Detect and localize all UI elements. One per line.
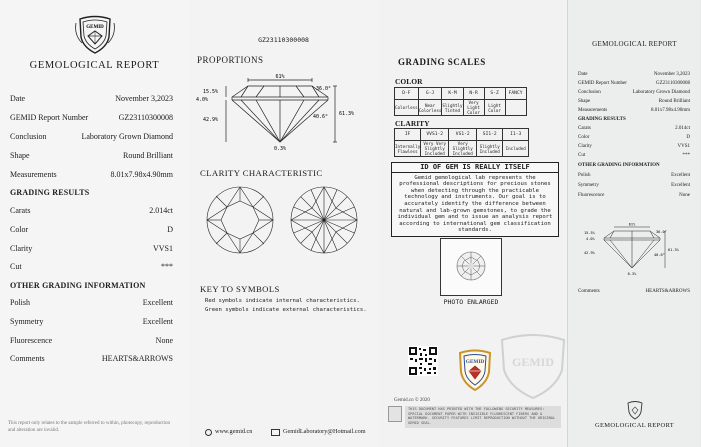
row-fluorescence: Fluorescence None	[10, 336, 173, 345]
qr-code[interactable]	[408, 346, 438, 376]
svg-text:GEMID: GEMID	[86, 25, 104, 30]
right-row-clarity: Clarity VVS1	[578, 144, 690, 149]
id-statement-heading: ID OF GEM IS REALLY ITSELF	[392, 163, 558, 173]
row-color: Color D	[10, 225, 173, 234]
svg-text:GEMID: GEMID	[465, 359, 485, 365]
clarity-desc: Internally Flawless	[395, 141, 421, 157]
right-row-cut: Cut ***	[578, 153, 690, 158]
clarity-grade: I1-3	[503, 129, 529, 141]
clarity-grade: IF	[395, 129, 421, 141]
row-clarity: Clarity VVS1	[10, 244, 173, 253]
right-row-conclusion: Conclusion Laboratory Grown Diamond	[578, 90, 690, 95]
right-prop-crown-angle: 36.0°	[656, 230, 667, 234]
clarity-grade: SI1-2	[477, 129, 503, 141]
right-row-comments: Comments HEARTS&ARROWS	[578, 289, 690, 294]
proportions-diagram	[196, 74, 371, 154]
key-to-symbols-heading: KEY TO SYMBOLS	[200, 284, 280, 294]
key-green-text: Green symbols indicate external characteristics.	[205, 307, 367, 313]
color-grade: N-R	[463, 88, 484, 100]
right-prop-crown-height: 15.5%	[584, 231, 595, 235]
key-red-text: Red symbols indicate internal characteristics.	[205, 298, 360, 304]
prop-crown-height: 15.5%	[203, 89, 219, 95]
clarity-plot-pavilion	[290, 186, 358, 254]
clarity-scale-table	[394, 128, 529, 157]
row-symmetry: Symmetry Excellent	[10, 317, 173, 326]
right-prop-total-depth: 61.3%	[668, 248, 679, 252]
color-grade: D-F	[395, 88, 419, 100]
clarity-plot-crown	[206, 186, 274, 254]
right-row-report-number: GEMID Report Number GZ23110300008	[578, 81, 690, 86]
gemid-seal-logo	[456, 348, 494, 392]
right-panel	[567, 0, 700, 447]
right-row-date: Date November 3,2023	[578, 72, 690, 77]
grading-results-heading: GRADING RESULTS	[10, 188, 90, 197]
prop-table: 61%	[275, 74, 285, 80]
row-polish: Polish Excellent	[10, 298, 173, 307]
grading-scales-panel	[378, 0, 567, 447]
right-row-carats: Carats 2.014ct	[578, 126, 690, 131]
right-footer-title: GEMOLOGICAL REPORT	[595, 422, 674, 429]
report-title: GEMOLOGICAL REPORT	[29, 60, 160, 71]
other-grading-heading: OTHER GRADING INFORMATION	[10, 281, 146, 290]
clarity-desc: Included	[503, 141, 529, 157]
color-grade: FANCY	[505, 88, 526, 100]
left-panel	[0, 0, 189, 447]
gemid-shield-logo	[74, 13, 116, 55]
right-row-shape: Shape Round Brilliant	[578, 99, 690, 104]
mail-icon	[271, 429, 280, 436]
color-desc	[505, 100, 526, 116]
prop-pavilion-angle: 40.6°	[313, 114, 329, 120]
middle-panel	[189, 0, 378, 447]
clarity-desc: Slightly Included	[477, 141, 503, 157]
color-desc: Light Color	[484, 100, 505, 116]
right-prop-table: 61%	[628, 222, 636, 227]
grading-scales-heading: GRADING SCALES	[398, 57, 486, 67]
serial-number: GZ23110300008	[258, 36, 309, 44]
row-report-number: GEMID Report Number GZ23110300008	[10, 113, 173, 122]
website-link[interactable]: www.gemid.cn	[215, 428, 253, 435]
right-proportions-diagram	[574, 222, 696, 278]
globe-icon	[205, 429, 212, 436]
report-title-right: GEMOLOGICAL REPORT	[592, 40, 677, 48]
right-prop-culet: 0.3%	[627, 272, 637, 276]
color-grade: K-M	[442, 88, 463, 100]
prop-pavilion-depth: 42.9%	[203, 117, 219, 123]
clarity-desc: Very Slightly Included	[449, 141, 477, 157]
right-row-fluorescence: Fluorescence None	[578, 193, 690, 198]
right-row-symmetry: Symmetry Excellent	[578, 183, 690, 188]
right-row-color: Color D	[578, 135, 690, 140]
row-carats: Carats 2.014ct	[10, 206, 173, 215]
row-measurements: Measurements 8.01x7.98x4.90mm	[10, 170, 173, 179]
id-statement-box	[391, 162, 559, 237]
copyright-text: Gemid.cn © 2020	[394, 398, 430, 403]
proportions-heading: PROPORTIONS	[197, 55, 264, 65]
svg-text:GEMID: GEMID	[512, 355, 554, 369]
color-scale-table	[394, 87, 527, 116]
email-link[interactable]: GemidLaboratory@Hotmail.com	[283, 428, 366, 435]
security-strip: THIS DOCUMENT HAS PRINTED WITH THE FOLLOWING SECURITY MEASURES: SPECIAL DOCUMENT PAPER WITH INVISIBLE FLUORESCENT FIBERS AND A WATERMARK. SECURITY FEATURES LIMIT REPRODUCTION WITHOUT THE ORIGINAL GEMID SEAL.	[405, 406, 561, 428]
right-other-heading: OTHER GRADING INFORMATION	[578, 163, 660, 168]
right-footer-logo	[625, 400, 645, 420]
prop-total-depth: 61.3%	[339, 111, 355, 117]
clarity-grade: VS1-2	[449, 129, 477, 141]
right-grading-heading: GRADING RESULTS	[578, 117, 626, 122]
photo-enlarged-frame	[440, 238, 502, 296]
disclaimer-text: This report only relates to the sample referred to within, photocopy, reproduction and alteration are invalid.	[8, 421, 170, 433]
clarity-scale-heading: CLARITY	[395, 119, 430, 128]
clarity-desc: Very Very Slightly Included	[421, 141, 449, 157]
color-scale-heading: COLOR	[395, 77, 423, 86]
prop-girdle: 4.0%	[196, 97, 209, 103]
clarity-grade: VVS1-2	[421, 129, 449, 141]
right-row-measurements: Measurements 8.01x7.98x4.90mm	[578, 108, 690, 113]
row-cut: Cut ***	[10, 262, 173, 271]
photo-enlarged-label: PHOTO ENLARGED	[443, 298, 499, 306]
prop-culet: 0.3%	[273, 146, 287, 152]
color-desc: Near Colorless	[418, 100, 442, 116]
watermark-shield	[496, 330, 570, 400]
color-grade: S-Z	[484, 88, 505, 100]
color-desc: Very Light Color	[463, 100, 484, 116]
right-prop-girdle: 4.0%	[586, 237, 595, 241]
security-hologram	[388, 406, 402, 422]
prop-crown-angle: 36.0°	[316, 86, 332, 92]
diamond-photo	[441, 239, 501, 295]
right-prop-pavilion-depth: 42.9%	[584, 251, 595, 255]
id-statement-text: Gemid gemological lab represents the professional descriptions for precious stones when detecting through the practicable technology and instruments. Our goal is to accurately identify the difference between natural and lab-grown gemstones, to grade the individual gem and to issue an analysis report according to international gem classification standards.	[397, 174, 553, 234]
color-grade: G-J	[418, 88, 442, 100]
row-conclusion: Conclusion Laboratory Grown Diamond	[10, 132, 173, 141]
row-comments: Comments HEARTS&ARROWS	[10, 354, 173, 363]
right-row-polish: Polish Excellent	[578, 173, 690, 178]
right-prop-pavilion-angle: 40.6°	[654, 253, 665, 257]
color-desc: Slightly Tinted	[442, 100, 463, 116]
color-desc: Colorless	[395, 100, 419, 116]
row-shape: Shape Round Brilliant	[10, 151, 173, 160]
row-date: Date November 3,2023	[10, 94, 173, 103]
clarity-characteristic-heading: CLARITY CHARACTERISTIC	[200, 168, 323, 178]
